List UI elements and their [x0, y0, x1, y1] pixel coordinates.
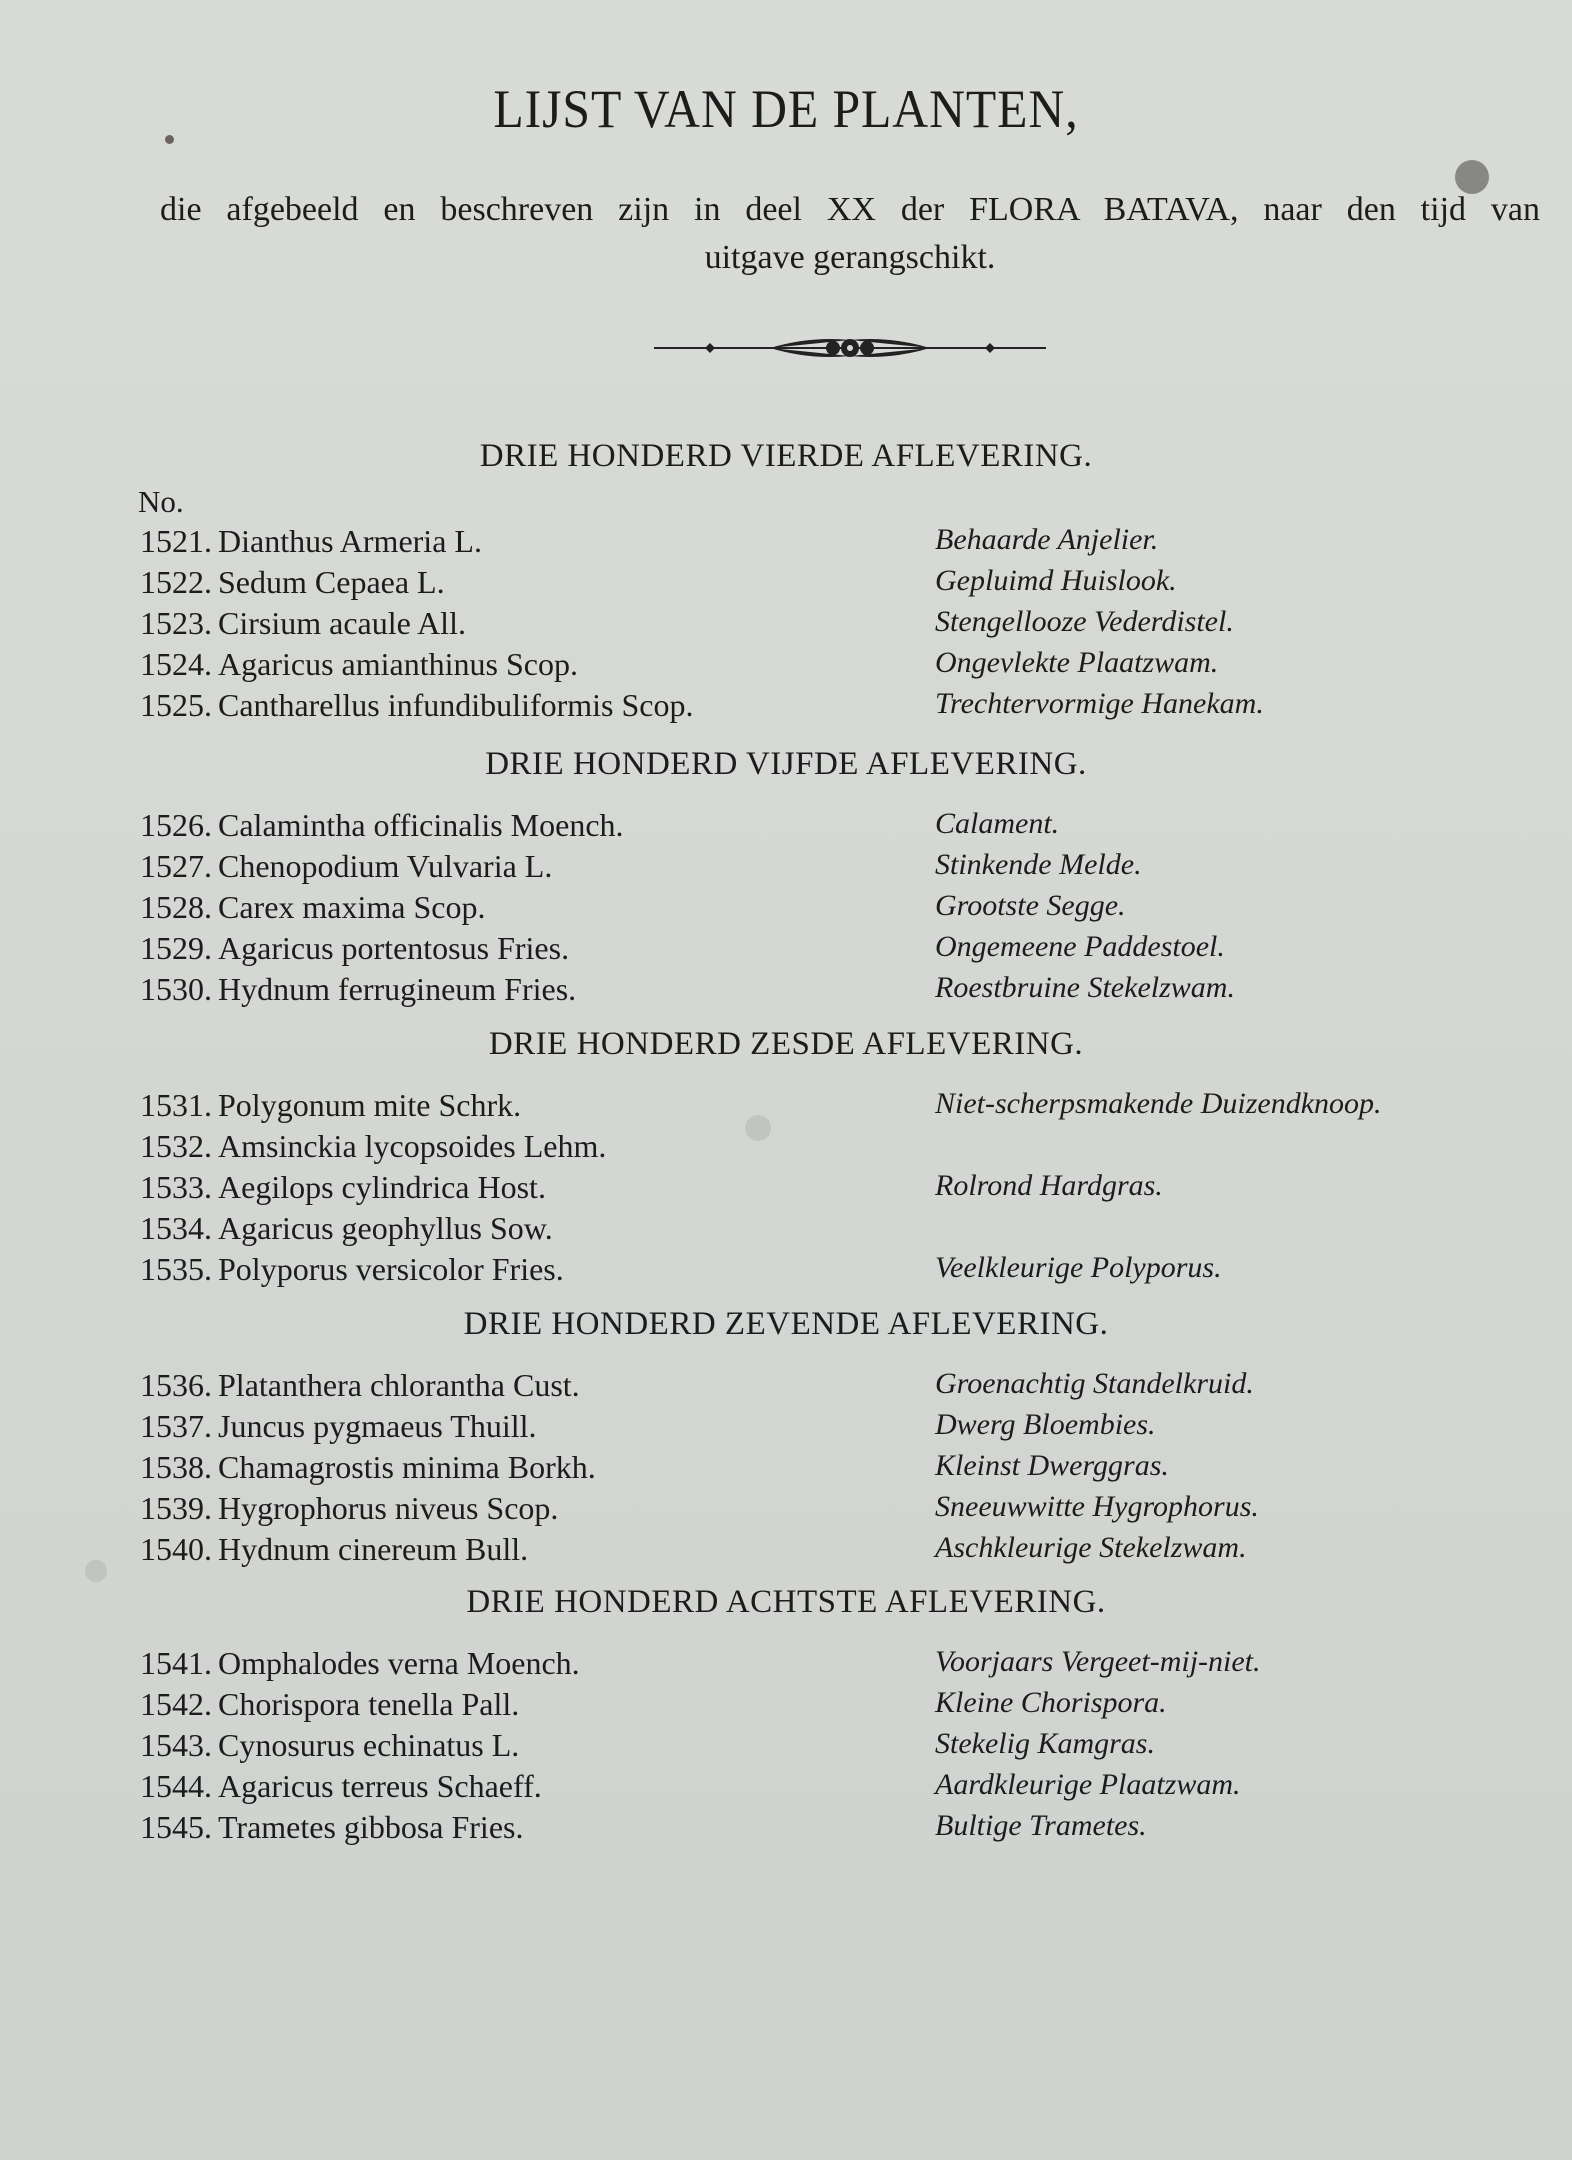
common-name: Niet-scherpsmakende Duizendknoop.: [935, 1087, 1382, 1120]
list-item: [0, 523, 1572, 563]
ornament-divider-icon: [650, 328, 1050, 368]
list-item: [0, 605, 1572, 645]
section-heading: DRIE HONDERD VIJFDE AFLEVERING.: [485, 746, 1087, 782]
scientific-name: Agaricus terreus Schaeff.: [218, 1768, 542, 1804]
entry-number: 1527.: [140, 848, 212, 884]
common-name: Dwerg Bloembies.: [935, 1408, 1156, 1441]
page-title: LIJST VAN DE PLANTEN,: [493, 79, 1079, 139]
entry-number: 1544.: [140, 1768, 212, 1804]
common-name: Kleine Chorispora.: [935, 1686, 1167, 1719]
scientific-name: Agaricus amianthinus Scop.: [218, 646, 578, 682]
scientific-name: Cantharellus infundibuliformis Scop.: [218, 687, 694, 723]
scientific-name: Calamintha officinalis Moench.: [218, 807, 624, 843]
scientific-name: Platanthera chlorantha Cust.: [218, 1367, 580, 1403]
entry-number: 1530.: [140, 971, 212, 1007]
scientific-name: Cirsium acaule All.: [218, 605, 466, 641]
scientific-name: Chamagrostis minima Borkh.: [218, 1449, 596, 1485]
list-item: [0, 1727, 1572, 1767]
list-item: [0, 889, 1572, 929]
common-name: Veelkleurige Polyporus.: [935, 1251, 1222, 1284]
entry-number: 1538.: [140, 1449, 212, 1485]
list-item: [0, 1768, 1572, 1808]
common-name: Stengellooze Vederdistel.: [935, 605, 1234, 638]
list-item: [0, 646, 1572, 686]
common-name: Voorjaars Vergeet-mij-niet.: [935, 1645, 1261, 1678]
scientific-name: Cynosurus echinatus L.: [218, 1727, 520, 1763]
entry-number: 1524.: [140, 646, 212, 682]
list-item: [0, 687, 1572, 727]
entry-number: 1526.: [140, 807, 212, 843]
entry-number: 1522.: [140, 564, 212, 600]
list-item: [0, 971, 1572, 1011]
scientific-name: Dianthus Armeria L.: [218, 523, 482, 559]
scientific-name: Chenopodium Vulvaria L.: [218, 848, 553, 884]
scientific-name: Hydnum cinereum Bull.: [218, 1531, 529, 1567]
scientific-name: Polyporus versicolor Fries.: [218, 1251, 564, 1287]
common-name: Kleinst Dwerggras.: [935, 1449, 1169, 1482]
entry-number: 1528.: [140, 889, 212, 925]
list-item: [0, 1128, 1572, 1168]
list-item: [0, 848, 1572, 888]
scientific-name: Hydnum ferrugineum Fries.: [218, 971, 577, 1007]
list-item: [0, 1210, 1572, 1250]
list-item: [0, 1087, 1572, 1127]
list-item: [0, 1809, 1572, 1849]
entry-number: 1536.: [140, 1367, 212, 1403]
list-item: [0, 1449, 1572, 1489]
list-item: [0, 1367, 1572, 1407]
common-name: Grootste Segge.: [935, 889, 1126, 922]
scientific-name: Amsinckia lycopsoides Lehm.: [218, 1128, 607, 1164]
list-item: [0, 1490, 1572, 1530]
scientific-name: Sedum Cepaea L.: [218, 564, 445, 600]
common-name: Aschkleurige Stekelzwam.: [935, 1531, 1247, 1564]
entry-number: 1539.: [140, 1490, 212, 1526]
common-name: Gepluimd Huislook.: [935, 564, 1177, 597]
scientific-name: Agaricus geophyllus Sow.: [218, 1210, 553, 1246]
common-name: Stekelig Kamgras.: [935, 1727, 1155, 1760]
entry-number: 1543.: [140, 1727, 212, 1763]
list-item: [0, 1408, 1572, 1448]
common-name: Groenachtig Standelkruid.: [935, 1367, 1254, 1400]
common-name: Roestbruine Stekelzwam.: [935, 971, 1235, 1004]
list-item: [0, 564, 1572, 604]
entry-number: 1542.: [140, 1686, 212, 1722]
scientific-name: Carex maxima Scop.: [218, 889, 486, 925]
entry-number: 1521.: [140, 523, 212, 559]
section-heading: DRIE HONDERD ZESDE AFLEVERING.: [488, 1026, 1084, 1062]
entry-number: 1534.: [140, 1210, 212, 1246]
number-column-label: No.: [138, 484, 184, 519]
scientific-name: Aegilops cylindrica Host.: [218, 1169, 546, 1205]
section-heading: DRIE HONDERD VIERDE AFLEVERING.: [479, 438, 1093, 474]
entry-number: 1525.: [140, 687, 212, 723]
common-name: Aardkleurige Plaatzwam.: [935, 1768, 1241, 1801]
scientific-name: Hygrophorus niveus Scop.: [218, 1490, 559, 1526]
entry-number: 1531.: [140, 1087, 212, 1123]
list-item: [0, 1686, 1572, 1726]
list-item: [0, 1169, 1572, 1209]
page-subtitle: [160, 186, 1540, 282]
list-item: [0, 930, 1572, 970]
scientific-name: Polygonum mite Schrk.: [218, 1087, 522, 1123]
list-item: [0, 1645, 1572, 1685]
scientific-name: Trametes gibbosa Fries.: [218, 1809, 524, 1845]
common-name: Trechtervormige Hanekam.: [935, 687, 1264, 720]
entry-number: 1533.: [140, 1169, 212, 1205]
common-name: Calament.: [935, 807, 1060, 840]
entry-number: 1532.: [140, 1128, 212, 1164]
scientific-name: Juncus pygmaeus Thuill.: [218, 1408, 537, 1444]
entry-number: 1529.: [140, 930, 212, 966]
list-item: [0, 1251, 1572, 1291]
scientific-name: Omphalodes verna Moench.: [218, 1645, 580, 1681]
section-heading: DRIE HONDERD ZEVENDE AFLEVERING.: [463, 1306, 1109, 1342]
entry-number: 1540.: [140, 1531, 212, 1567]
common-name: Rolrond Hardgras.: [935, 1169, 1163, 1202]
section-heading: DRIE HONDERD ACHTSTE AFLEVERING.: [466, 1584, 1106, 1620]
subtitle-line-2: uitgave gerangschikt.: [704, 239, 996, 276]
entry-number: 1537.: [140, 1408, 212, 1444]
entry-number: 1523.: [140, 605, 212, 641]
common-name: Behaarde Anjelier.: [935, 523, 1159, 556]
subtitle-line-1: die afgebeeld en beschreven zijn in deel XX der FLORA BATAVA, naar den tijd van: [160, 191, 1540, 228]
common-name: Bultige Trametes.: [935, 1809, 1147, 1842]
scientific-name: Chorispora tenella Pall.: [218, 1686, 520, 1722]
common-name: Ongemeene Paddestoel.: [935, 930, 1225, 963]
entry-number: 1535.: [140, 1251, 212, 1287]
entry-number: 1545.: [140, 1809, 212, 1845]
scientific-name: Agaricus portentosus Fries.: [218, 930, 570, 966]
common-name: Sneeuwwitte Hygrophorus.: [935, 1490, 1259, 1523]
entry-number: 1541.: [140, 1645, 212, 1681]
common-name: Stinkende Melde.: [935, 848, 1142, 881]
common-name: Ongevlekte Plaatzwam.: [935, 646, 1219, 679]
list-item: [0, 1531, 1572, 1571]
list-item: [0, 807, 1572, 847]
